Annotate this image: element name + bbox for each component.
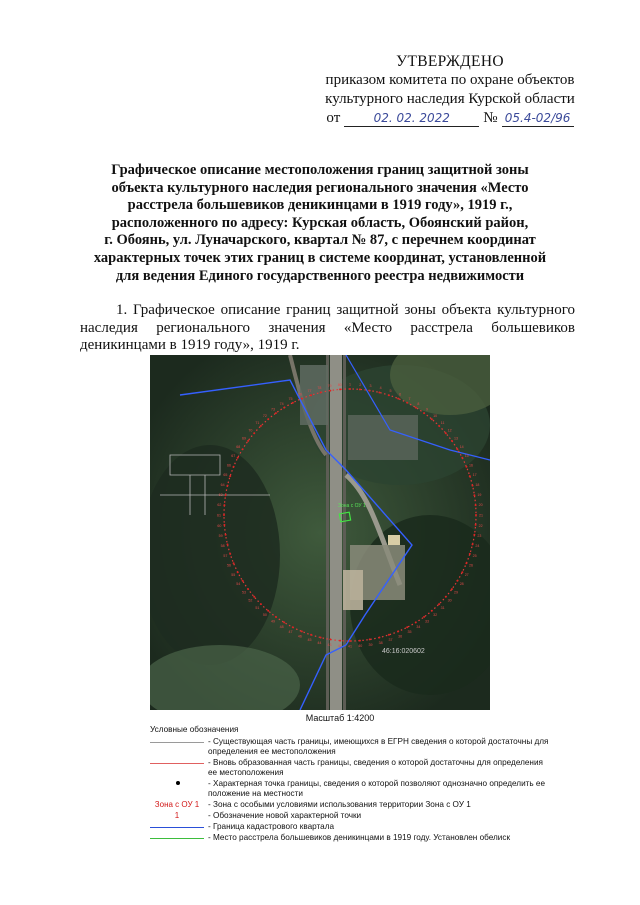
point-number-label: 60 bbox=[217, 523, 222, 528]
point-number-label: 17 bbox=[472, 473, 477, 477]
point-number-label: 39 bbox=[368, 642, 373, 647]
zone-point bbox=[431, 610, 433, 612]
legend-symbol bbox=[150, 811, 208, 821]
zone-point bbox=[378, 637, 380, 639]
zone-point bbox=[461, 457, 463, 459]
point-number-label: 70 bbox=[248, 428, 253, 433]
legend-text: - Обозначение новой характерной точки bbox=[208, 811, 362, 820]
zone-point bbox=[473, 494, 475, 496]
point-number-label: 25 bbox=[472, 554, 477, 558]
approval-committee-line: культурного наследия Курской области bbox=[325, 91, 575, 107]
green-line-icon bbox=[150, 838, 204, 839]
zone-point bbox=[267, 610, 269, 612]
point-number-label: 13 bbox=[454, 436, 458, 441]
zone-point bbox=[475, 514, 477, 516]
zone-point bbox=[227, 485, 229, 487]
point-number-label: 10 bbox=[433, 413, 438, 418]
zone-point bbox=[320, 637, 322, 639]
point-number-label: 58 bbox=[220, 544, 225, 549]
zone-point bbox=[237, 457, 239, 459]
zone-point bbox=[242, 580, 244, 582]
point-number-label: 5 bbox=[389, 388, 392, 393]
zone-point bbox=[310, 394, 312, 396]
zone-symbol: Зона с ОУ 1 bbox=[154, 800, 200, 809]
point-number-label: 66 bbox=[227, 463, 231, 468]
point-number-label: 20 bbox=[478, 503, 483, 508]
zone-point bbox=[349, 640, 351, 642]
point-number-label: 79 bbox=[327, 384, 332, 389]
legend-symbol bbox=[150, 833, 208, 843]
point-number-label: 72 bbox=[262, 413, 267, 418]
zone-point bbox=[247, 588, 249, 590]
zone-point bbox=[465, 562, 467, 564]
point-number-label: 19 bbox=[477, 493, 482, 497]
point-number-label: 75 bbox=[288, 396, 293, 401]
section-text: 1. Графическое описание границ защитной зоны объекта культурного наследия регионального значения «Место расстрела большевиков деникинцами в 1919 году», 1919 г. bbox=[80, 302, 575, 353]
point-number-label: 49 bbox=[271, 619, 275, 624]
zone-point bbox=[339, 640, 341, 642]
zone-point bbox=[388, 394, 390, 396]
zone-point bbox=[451, 440, 453, 442]
sand-area bbox=[388, 535, 400, 545]
zone-point bbox=[339, 388, 341, 390]
number-label: № bbox=[483, 110, 498, 126]
legend bbox=[150, 725, 550, 844]
point-number-label: 41 bbox=[348, 644, 352, 649]
point-number-label: 23 bbox=[477, 534, 482, 538]
from-label: от bbox=[326, 110, 341, 126]
zone-point bbox=[225, 534, 227, 536]
legend-symbol bbox=[150, 758, 208, 768]
zone-point bbox=[349, 388, 351, 390]
zone-label: Зона с ОУ 1 bbox=[338, 503, 366, 509]
legend-text: - Вновь образованная часть границы, сведения о которой достаточны для определения ее местоположения bbox=[208, 758, 543, 777]
point-number-label: 56 bbox=[227, 563, 231, 568]
point-number-label: 36 bbox=[398, 634, 403, 639]
point-number-label: 31 bbox=[440, 606, 445, 611]
main-road bbox=[327, 355, 342, 710]
legend-item-cadastral-quarter bbox=[150, 822, 550, 832]
title-line: расположенного по адресу: Курская область, Обоянский район, bbox=[111, 214, 529, 231]
zone-point bbox=[237, 571, 239, 573]
point-number-label: 26 bbox=[469, 563, 473, 568]
blue-line-icon bbox=[150, 827, 204, 828]
zone-point bbox=[369, 638, 371, 640]
point-number-label: 2 bbox=[359, 382, 362, 387]
zone-point bbox=[445, 432, 447, 434]
approval-date: 02. 02. 2022 bbox=[344, 111, 479, 127]
zone-point bbox=[233, 466, 235, 468]
zone-point bbox=[438, 603, 440, 605]
point-number-label: 59 bbox=[218, 534, 223, 538]
point-number-label: 74 bbox=[279, 401, 284, 406]
point-number-label: 18 bbox=[475, 482, 480, 487]
section-paragraph bbox=[80, 302, 575, 355]
point-number-label: 55 bbox=[231, 573, 236, 577]
point-number-label: 35 bbox=[407, 630, 412, 635]
zone-point bbox=[415, 621, 417, 623]
legend-symbol bbox=[150, 779, 208, 789]
point-number-label: 16 bbox=[469, 463, 473, 468]
point-number-label: 21 bbox=[479, 513, 483, 518]
zone-point bbox=[431, 418, 433, 420]
point-number-label: 42 bbox=[337, 644, 342, 649]
point-number-label: 37 bbox=[388, 638, 393, 643]
title-line: для ведения Единого государственного реестра недвижимости bbox=[115, 267, 525, 284]
point-number-label: 78 bbox=[317, 386, 322, 391]
zone-point bbox=[229, 553, 231, 555]
sand-area bbox=[343, 570, 363, 610]
zone-point bbox=[253, 596, 255, 598]
document-title bbox=[70, 162, 570, 285]
zone-point bbox=[242, 448, 244, 450]
legend-header: Условные обозначения bbox=[150, 725, 239, 734]
zone-point bbox=[469, 553, 471, 555]
point-number-label: 67 bbox=[231, 454, 236, 458]
zone-point bbox=[472, 543, 474, 545]
zone-point bbox=[283, 407, 285, 409]
point-number-label: 28 bbox=[459, 581, 464, 586]
zone-point bbox=[469, 475, 471, 477]
zone-point bbox=[233, 562, 235, 564]
zone-point bbox=[423, 616, 425, 618]
point-number-label: 43 bbox=[327, 642, 332, 647]
zone-point bbox=[378, 392, 380, 394]
point-number-label: 73 bbox=[271, 407, 275, 412]
point-number-label: 1 bbox=[349, 382, 351, 387]
legend-text: - Существующая часть границы, имеющихся в ЕГРН сведения о которой достаточны для определения ее местоположения bbox=[208, 737, 549, 756]
point-number-label: 12 bbox=[447, 428, 452, 433]
point-number-label: 71 bbox=[255, 420, 260, 425]
point-number-label: 77 bbox=[307, 388, 312, 393]
point-number-label: 15 bbox=[464, 454, 469, 458]
point-number-label: 38 bbox=[378, 640, 383, 645]
legend-text: - Зона с особыми условиями использования территории Зона с ОУ 1 bbox=[208, 800, 471, 809]
point-number-label: 76 bbox=[297, 392, 302, 397]
title-line: расстрела большевиков деникинцами в 1919 году», 1919 г., bbox=[127, 197, 513, 214]
zone-point bbox=[329, 390, 331, 392]
zone-point bbox=[283, 621, 285, 623]
zone-point bbox=[456, 580, 458, 582]
zone-point bbox=[472, 485, 474, 487]
zone-point bbox=[223, 514, 225, 516]
zone-point bbox=[292, 402, 294, 404]
point-number-label: 51 bbox=[255, 606, 260, 611]
zone-point bbox=[438, 425, 440, 427]
zone-point bbox=[473, 534, 475, 536]
legend-item-new-boundary bbox=[150, 758, 550, 778]
zone-point bbox=[223, 524, 225, 526]
point-number-label: 40 bbox=[358, 644, 363, 649]
point-number-label: 80 bbox=[337, 382, 342, 387]
legend-text: - Граница кадастрового квартала bbox=[208, 822, 335, 831]
map-scale: Масштаб 1:4200 bbox=[305, 713, 375, 723]
point-number-symbol: 1 bbox=[174, 811, 180, 820]
satellite-map bbox=[150, 355, 490, 710]
point-number-label: 68 bbox=[236, 445, 241, 450]
zone-point bbox=[267, 418, 269, 420]
zone-point bbox=[475, 524, 477, 526]
point-number-label: 63 bbox=[218, 493, 223, 497]
zone-point bbox=[275, 616, 277, 618]
zone-point bbox=[359, 640, 361, 642]
point-number-label: 34 bbox=[416, 625, 421, 630]
point-number-label: 69 bbox=[242, 436, 246, 441]
zone-point bbox=[475, 504, 477, 506]
point-number-label: 8 bbox=[417, 401, 420, 406]
point-number-label: 14 bbox=[459, 445, 464, 450]
zone-point bbox=[369, 390, 371, 392]
point-number-label: 64 bbox=[220, 482, 225, 487]
zone-point bbox=[461, 571, 463, 573]
point-number-label: 54 bbox=[236, 581, 241, 586]
zone-point bbox=[423, 412, 425, 414]
zone-point bbox=[260, 425, 262, 427]
point-number-label: 22 bbox=[478, 523, 483, 528]
zone-point bbox=[406, 402, 408, 404]
zone-point bbox=[301, 630, 303, 632]
point-number-label: 65 bbox=[223, 473, 228, 477]
approval-block bbox=[300, 52, 600, 128]
black-dot-icon bbox=[176, 781, 180, 785]
zone-point bbox=[225, 494, 227, 496]
point-number-label: 4 bbox=[379, 386, 382, 391]
zone-point bbox=[406, 626, 408, 628]
point-number-label: 50 bbox=[262, 613, 267, 618]
approval-number: 05.4-02/96 bbox=[502, 111, 574, 127]
point-number-label: 33 bbox=[425, 619, 429, 624]
title-line: объекта культурного наследия регионального значения «Место bbox=[111, 179, 529, 196]
point-number-label: 48 bbox=[279, 625, 284, 630]
legend-item-execution-site bbox=[150, 833, 550, 843]
zone-point bbox=[260, 603, 262, 605]
point-number-label: 57 bbox=[223, 554, 228, 558]
title-line: г. Обоянь, ул. Луначарского, квартал № 87, с перечнем координат bbox=[104, 232, 536, 249]
point-number-label: 24 bbox=[475, 544, 480, 549]
approval-date-number-line bbox=[300, 109, 600, 128]
zone-point bbox=[415, 407, 417, 409]
zone-point bbox=[397, 398, 399, 400]
point-number-label: 3 bbox=[369, 384, 372, 389]
road-edge bbox=[343, 355, 346, 710]
zone-point bbox=[227, 543, 229, 545]
gray-line-icon bbox=[150, 742, 204, 743]
buildings bbox=[348, 415, 418, 460]
point-number-label: 47 bbox=[288, 630, 293, 635]
zone-point bbox=[301, 398, 303, 400]
point-number-label: 46 bbox=[297, 634, 302, 639]
legend-text: - Место расстрела большевиков деникинцами в 1919 году. Установлен обелиск bbox=[208, 833, 511, 842]
point-number-label: 44 bbox=[317, 640, 322, 645]
point-number-label: 27 bbox=[464, 573, 469, 577]
zone-point bbox=[329, 638, 331, 640]
zone-point bbox=[445, 596, 447, 598]
zone-point bbox=[320, 392, 322, 394]
red-line-icon bbox=[150, 763, 204, 764]
legend-item-existing-boundary bbox=[150, 737, 550, 757]
zone-point bbox=[456, 448, 458, 450]
zone-point bbox=[275, 412, 277, 414]
zone-point bbox=[247, 440, 249, 442]
point-number-label: 32 bbox=[433, 613, 438, 618]
cadastral-label: 46:16:020602 bbox=[382, 648, 425, 655]
zone-point bbox=[451, 588, 453, 590]
zone-point bbox=[253, 432, 255, 434]
approval-title: УТВЕРЖДЕНО bbox=[396, 53, 504, 70]
point-number-label: 52 bbox=[248, 598, 253, 603]
zone-point bbox=[397, 630, 399, 632]
buildings bbox=[297, 365, 328, 425]
zone-point bbox=[359, 388, 361, 390]
point-number-label: 61 bbox=[217, 513, 221, 518]
legend-item-characteristic-point bbox=[150, 779, 550, 799]
zone-point bbox=[310, 634, 312, 636]
legend-item-zone bbox=[150, 800, 550, 810]
point-number-label: 29 bbox=[454, 590, 458, 595]
legend-item-new-point bbox=[150, 811, 550, 821]
point-number-label: 53 bbox=[242, 590, 246, 595]
point-number-label: 45 bbox=[307, 638, 312, 643]
zone-point bbox=[229, 475, 231, 477]
title-line: характерных точек этих границ в системе координат, установленной bbox=[93, 249, 547, 266]
point-number-label: 11 bbox=[440, 420, 445, 425]
title-line: Графическое описание местоположения границ защитной зоны bbox=[111, 162, 529, 178]
legend-text: - Характерная точка границы, сведения о которой позволяют однозначно определить ее положение на местности bbox=[208, 779, 546, 798]
point-number-label: 9 bbox=[426, 407, 428, 412]
point-number-label: 62 bbox=[217, 503, 222, 508]
legend-symbol bbox=[150, 800, 208, 810]
zone-point bbox=[223, 504, 225, 506]
legend-symbol bbox=[150, 822, 208, 832]
point-number-label: 6 bbox=[399, 392, 402, 397]
zone-point bbox=[292, 626, 294, 628]
legend-symbol bbox=[150, 737, 208, 747]
point-number-label: 30 bbox=[447, 598, 452, 603]
zone-point bbox=[388, 634, 390, 636]
zone-point bbox=[465, 466, 467, 468]
approval-order-line: приказом комитета по охране объектов bbox=[325, 72, 575, 88]
point-number-label: 7 bbox=[408, 396, 411, 401]
